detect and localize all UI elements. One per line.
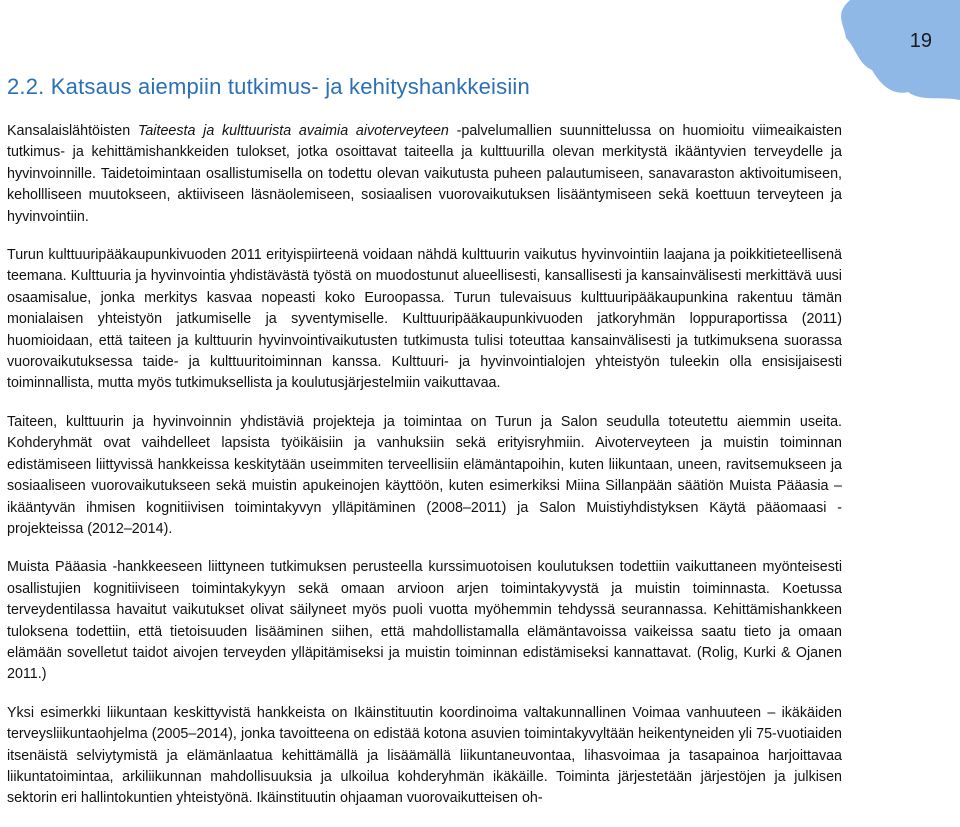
body-text: [7, 121, 842, 827]
paragraph-2: Turun kulttuuripääkaupunkivuoden 2011 erityispiirteenä voidaan nähdä kulttuurin vaikutus hyvinvointiin laajana ja poikkitieteellisenä teemana. Kulttuuria ja hyvinvointia yhdistävästä työstä on muodostunut alueellisesti, kansallisesti ja kansainvälisesti merkittävä uusi osaamisalue, jonka merkitys kasvaa nopeasti koko Euroopassa. Turun tulevaisuus kulttuuripääkaupunkina rakentuu tämän monialaisen yhteistyön jatkumiselle ja syventymiselle. Kulttuuripääkaupunkivuoden jatkoryhmän loppuraportissa (2011) huomioidaan, että taiteen ja kulttuurin hyvinvointivaikutusten tutkimusta tulisi toteuttaa kansainvälisesti ja tutkimuksena suorassa vuorovaikutuksessa taide- ja kulttuuritoiminnan kanssa. Kulttuuri- ja hyvinvointialojen yhteistyön tuleekin olla ensisijaisesti toiminnallista, mutta myös tutkimuksellista ja koulutusjärjestelmiin vaikuttavaa.: [7, 247, 842, 392]
page-number: 19: [909, 30, 932, 52]
corner-badge-shape: [841, 0, 960, 100]
section-heading: 2.2. Katsaus aiempiin tutkimus- ja kehityshankkeisiin: [7, 74, 530, 99]
paragraph-1-rest: -palvelumallien suunnittelussa on huomioitu viimeaikaisten tutkimus- ja kehittämishankkeiden tulokset, jotka osoittavat taiteella ja kulttuurilla olevan merkitystä ikääntyvien terveydelle ja hyvinvoinnille. Taidetoimintaan osallistumisella on todettu olevan vaikutusta puheen palautumiseen, sanavaraston aktivoitumiseen, kehollliseen muutokseen, aktiiviseen läsnäolemiseen, sosiaalisen vuorovaikutuksen lisääntymiseen sekä koettuun terveyteen ja hyvinvointiin.: [7, 123, 842, 225]
paragraph-3: Taiteen, kulttuurin ja hyvinvoinnin yhdistäviä projekteja ja toimintaa on Turun ja Salon seudulla toteutettu aiemmin useita. Kohderyhmät ovat vaihdelleet lapsista työikäisiin ja vanhuksiin sekä erityisryhmiin. Aivoterveyteen ja muistin toiminnan edistämiseen liittyvissä hankkeissa keskitytään useimmiten terveellisiin elämäntapoihin, kuten liikuntaan, uneen, ravitsemukseen ja sosiaaliseen vuorovaikutukseen sekä muistin apukeinojen käyttöön, kuten esimerkiksi Miina Sillanpään säätiön Muista Pääasia – ikääntyvän ihmisen kognitiivisen toimintakyvyn ylläpitäminen (2008–2011) ja Salon Muistiyhdistyksen Käytä pääomaasi -projekteissa (2012–2014).: [7, 413, 842, 537]
paragraph-1-title: Taiteesta ja kulttuurista avaimia aivoterveyteen: [137, 123, 449, 139]
paragraph-1: [7, 121, 842, 228]
paragraph-1-lead: Kansalaislähtöisten: [7, 123, 138, 139]
paragraph-4: Muista Pääasia -hankkeeseen liittyneen tutkimuksen perusteella kurssimuotoisen koulutuksen todettiin vaikuttaneen myönteisesti osallistujien kognitiiviseen toimintakykyyn sekä omaan arvioon arjen toimintakyvystä ja muistin toiminnasta. Koetussa terveydentilassa havaitut vaikutukset olivat säilyneet myös puoli vuotta myöhemmin tehdyssä seurannassa. Kehittämishankkeen tuloksena todettiin, että tietoisuuden lisääminen siihen, että mahdollistamalla elämäntavoissa vaikeissa saatu tieto ja omaan elämään sovelletut taidot aivojen terveyden ylläpitämiseksi ja muistin toiminnan edistämiseksi kannattavat. (Rolig, Kurki & Ojanen 2011.): [7, 559, 842, 683]
paragraph-5: Yksi esimerkki liikuntaan keskittyvistä hankkeista on Ikäinstituutin koordinoima valtakunnallinen Voimaa vanhuuteen – ikäkäiden terveysliikuntaohjelma (2005–2014), jonka tavoitteena on edistää kotona asuvien toimintakyvyltään heikentyneiden yli 75-vuotiaiden itsenäistä selviytymistä ja elämänlaatua kehittämällä ja lisäämällä liikuntaneuvontaa, lihasvoimaa ja tasapainoa harjoittavaa liikuntatoimintaa, arkiliikunnan mahdollisuuksia ja ulkoilua kohderyhmän ikäkäille. Toiminta järjestetään järjestöjen ja julkisen sektorin eri hallintokuntien yhteistyönä. Ikäinstituutin ohjaaman vuorovaikutteisen oh-: [7, 704, 842, 807]
